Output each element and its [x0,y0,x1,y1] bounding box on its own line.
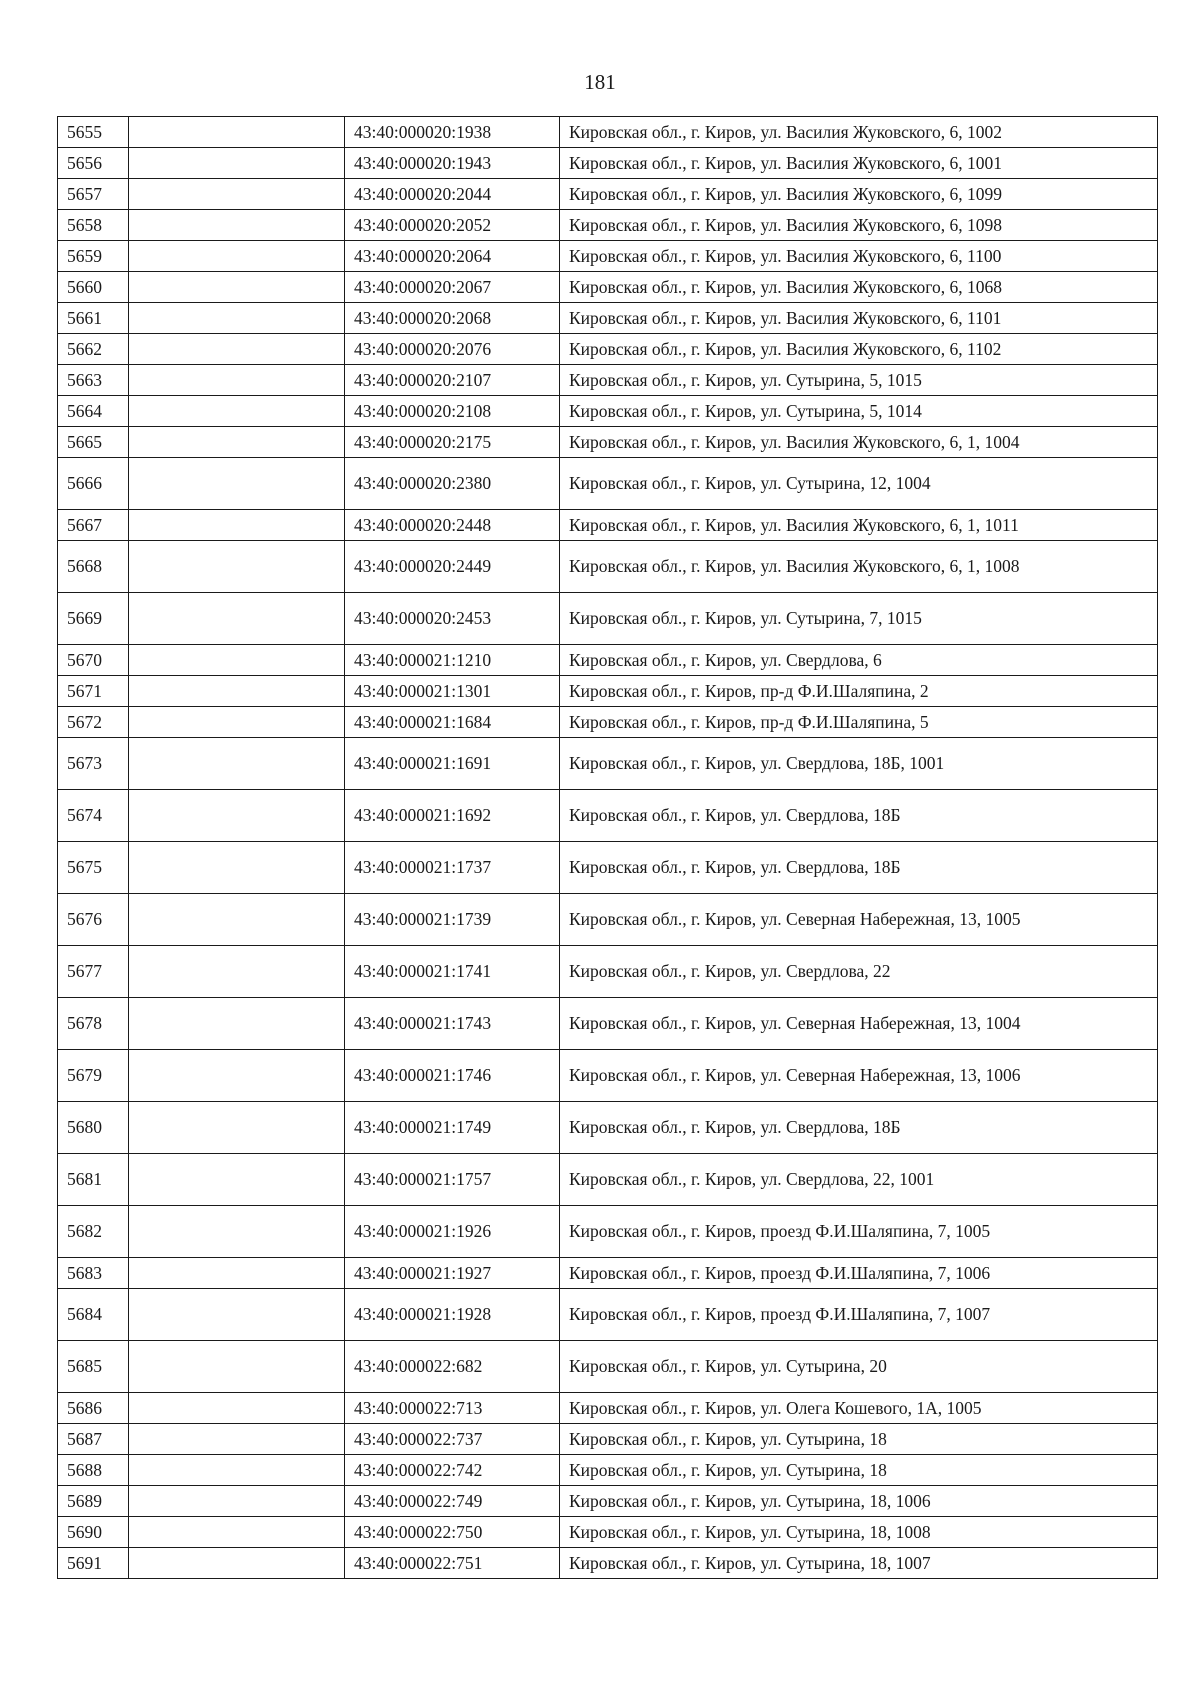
row-number-cell: 5690 [58,1517,129,1548]
row-number-cell: 5667 [58,510,129,541]
row-number-cell: 5683 [58,1258,129,1289]
table-row [58,946,1158,998]
row-name-cell [129,1517,345,1548]
row-number-cell: 5672 [58,707,129,738]
row-name-cell [129,1258,345,1289]
row-name-cell [129,1050,345,1102]
cadastral-number-cell: 43:40:000020:2052 [345,210,560,241]
cadastral-number-cell: 43:40:000021:1746 [345,1050,560,1102]
address-cell: Кировская обл., г. Киров, ул. Свердлова, 18Б [560,790,1158,842]
row-number-cell: 5684 [58,1289,129,1341]
row-name-cell [129,303,345,334]
address-cell: Кировская обл., г. Киров, ул. Свердлова, 18Б, 1001 [560,738,1158,790]
address-cell: Кировская обл., г. Киров, ул. Сутырина, 18, 1007 [560,1548,1158,1579]
table-row [58,676,1158,707]
row-number-cell: 5665 [58,427,129,458]
row-name-cell [129,1341,345,1393]
row-name-cell [129,894,345,946]
row-name-cell [129,148,345,179]
table-row [58,148,1158,179]
address-cell: Кировская обл., г. Киров, ул. Свердлова, 6 [560,645,1158,676]
row-name-cell [129,396,345,427]
row-number-cell: 5680 [58,1102,129,1154]
address-cell: Кировская обл., г. Киров, ул. Василия Жуковского, 6, 1099 [560,179,1158,210]
row-name-cell [129,842,345,894]
row-name-cell [129,458,345,510]
row-number-cell: 5685 [58,1341,129,1393]
address-cell: Кировская обл., г. Киров, ул. Сутырина, 18, 1008 [560,1517,1158,1548]
row-name-cell [129,334,345,365]
table-row [58,1393,1158,1424]
table-row [58,458,1158,510]
address-cell: Кировская обл., г. Киров, ул. Сутырина, 18 [560,1455,1158,1486]
address-cell: Кировская обл., г. Киров, ул. Северная Набережная, 13, 1005 [560,894,1158,946]
row-number-cell: 5662 [58,334,129,365]
cadastral-number-cell: 43:40:000020:2449 [345,541,560,593]
row-number-cell: 5686 [58,1393,129,1424]
row-number-cell: 5663 [58,365,129,396]
address-cell: Кировская обл., г. Киров, ул. Василия Жуковского, 6, 1002 [560,117,1158,148]
row-number-cell: 5674 [58,790,129,842]
row-name-cell [129,541,345,593]
row-name-cell [129,1424,345,1455]
cadastral-number-cell: 43:40:000021:1743 [345,998,560,1050]
table-row [58,1206,1158,1258]
cadastral-number-cell: 43:40:000022:750 [345,1517,560,1548]
row-number-cell: 5688 [58,1455,129,1486]
table-row [58,365,1158,396]
cadastral-number-cell: 43:40:000020:2175 [345,427,560,458]
address-cell: Кировская обл., г. Киров, ул. Василия Жуковского, 6, 1068 [560,272,1158,303]
cadastral-number-cell: 43:40:000021:1692 [345,790,560,842]
row-number-cell: 5689 [58,1486,129,1517]
table-row [58,1486,1158,1517]
table-row [58,210,1158,241]
row-name-cell [129,645,345,676]
table-row [58,842,1158,894]
row-number-cell: 5659 [58,241,129,272]
table-row [58,272,1158,303]
cadastral-number-cell: 43:40:000020:2108 [345,396,560,427]
table-row [58,179,1158,210]
cadastral-number-cell: 43:40:000020:2107 [345,365,560,396]
cadastral-number-cell: 43:40:000021:1737 [345,842,560,894]
row-name-cell [129,1206,345,1258]
row-name-cell [129,1154,345,1206]
row-number-cell: 5656 [58,148,129,179]
row-name-cell [129,241,345,272]
address-cell: Кировская обл., г. Киров, ул. Сутырина, 18, 1006 [560,1486,1158,1517]
cadastral-number-cell: 43:40:000021:1210 [345,645,560,676]
row-name-cell [129,427,345,458]
address-cell: Кировская обл., г. Киров, пр-д Ф.И.Шаляпина, 2 [560,676,1158,707]
cadastral-number-cell: 43:40:000021:1691 [345,738,560,790]
cadastral-number-cell: 43:40:000020:1938 [345,117,560,148]
table-row [58,1258,1158,1289]
address-cell: Кировская обл., г. Киров, ул. Олега Кошевого, 1А, 1005 [560,1393,1158,1424]
address-cell: Кировская обл., г. Киров, пр-д Ф.И.Шаляпина, 5 [560,707,1158,738]
table-row [58,738,1158,790]
table-row [58,1154,1158,1206]
table-row [58,707,1158,738]
row-number-cell: 5676 [58,894,129,946]
address-cell: Кировская обл., г. Киров, ул. Сутырина, 12, 1004 [560,458,1158,510]
cadastral-number-cell: 43:40:000020:1943 [345,148,560,179]
table-row [58,1050,1158,1102]
row-number-cell: 5673 [58,738,129,790]
table-row [58,241,1158,272]
cadastral-number-cell: 43:40:000020:2067 [345,272,560,303]
row-name-cell [129,210,345,241]
row-name-cell [129,998,345,1050]
cadastral-number-cell: 43:40:000021:1926 [345,1206,560,1258]
address-cell: Кировская обл., г. Киров, проезд Ф.И.Шаляпина, 7, 1006 [560,1258,1158,1289]
cadastral-number-cell: 43:40:000020:2044 [345,179,560,210]
row-name-cell [129,738,345,790]
cadastral-number-cell: 43:40:000022:749 [345,1486,560,1517]
address-cell: Кировская обл., г. Киров, ул. Свердлова, 18Б [560,1102,1158,1154]
row-number-cell: 5666 [58,458,129,510]
address-cell: Кировская обл., г. Киров, ул. Сутырина, 18 [560,1424,1158,1455]
table-row [58,790,1158,842]
row-number-cell: 5661 [58,303,129,334]
cadastral-number-cell: 43:40:000021:1928 [345,1289,560,1341]
table-row [58,396,1158,427]
table-row [58,894,1158,946]
table-row [58,427,1158,458]
cadastral-number-cell: 43:40:000022:751 [345,1548,560,1579]
table-row [58,334,1158,365]
row-name-cell [129,117,345,148]
address-cell: Кировская обл., г. Киров, ул. Сутырина, 7, 1015 [560,593,1158,645]
row-name-cell [129,946,345,998]
row-name-cell [129,790,345,842]
cadastral-number-cell: 43:40:000021:1684 [345,707,560,738]
row-number-cell: 5681 [58,1154,129,1206]
table-row [58,541,1158,593]
table-body [58,117,1158,1579]
row-name-cell [129,365,345,396]
row-number-cell: 5678 [58,998,129,1050]
row-number-cell: 5657 [58,179,129,210]
page-number: 181 [584,70,616,94]
address-cell: Кировская обл., г. Киров, ул. Василия Жуковского, 6, 1102 [560,334,1158,365]
address-cell: Кировская обл., г. Киров, проезд Ф.И.Шаляпина, 7, 1005 [560,1206,1158,1258]
row-number-cell: 5658 [58,210,129,241]
row-number-cell: 5669 [58,593,129,645]
address-cell: Кировская обл., г. Киров, ул. Сутырина, 20 [560,1341,1158,1393]
table-row [58,645,1158,676]
address-cell: Кировская обл., г. Киров, ул. Свердлова, 18Б [560,842,1158,894]
cadastral-number-cell: 43:40:000022:713 [345,1393,560,1424]
row-name-cell [129,1393,345,1424]
property-table [57,116,1158,1579]
cadastral-number-cell: 43:40:000021:1757 [345,1154,560,1206]
address-cell: Кировская обл., г. Киров, ул. Свердлова, 22 [560,946,1158,998]
row-name-cell [129,1455,345,1486]
cadastral-number-cell: 43:40:000021:1739 [345,894,560,946]
cadastral-number-cell: 43:40:000020:2068 [345,303,560,334]
cadastral-number-cell: 43:40:000020:2448 [345,510,560,541]
row-name-cell [129,1548,345,1579]
cadastral-number-cell: 43:40:000021:1749 [345,1102,560,1154]
table-row [58,1455,1158,1486]
cadastral-number-cell: 43:40:000020:2453 [345,593,560,645]
table-row [58,1424,1158,1455]
address-cell: Кировская обл., г. Киров, ул. Северная Набережная, 13, 1004 [560,998,1158,1050]
cadastral-number-cell: 43:40:000020:2064 [345,241,560,272]
address-cell: Кировская обл., г. Киров, ул. Василия Жуковского, 6, 1, 1008 [560,541,1158,593]
cadastral-number-cell: 43:40:000022:737 [345,1424,560,1455]
cadastral-number-cell: 43:40:000021:1301 [345,676,560,707]
table-row [58,1517,1158,1548]
row-name-cell [129,510,345,541]
address-cell: Кировская обл., г. Киров, ул. Василия Жуковского, 6, 1098 [560,210,1158,241]
address-cell: Кировская обл., г. Киров, ул. Северная Набережная, 13, 1006 [560,1050,1158,1102]
table-row [58,593,1158,645]
address-cell: Кировская обл., г. Киров, ул. Сутырина, 5, 1014 [560,396,1158,427]
row-number-cell: 5675 [58,842,129,894]
table-row [58,1341,1158,1393]
table-row [58,998,1158,1050]
row-name-cell [129,593,345,645]
address-cell: Кировская обл., г. Киров, ул. Василия Жуковского, 6, 1101 [560,303,1158,334]
address-cell: Кировская обл., г. Киров, ул. Василия Жуковского, 6, 1, 1011 [560,510,1158,541]
row-number-cell: 5670 [58,645,129,676]
row-number-cell: 5668 [58,541,129,593]
cadastral-number-cell: 43:40:000021:1741 [345,946,560,998]
row-name-cell [129,676,345,707]
address-cell: Кировская обл., г. Киров, ул. Василия Жуковского, 6, 1100 [560,241,1158,272]
row-name-cell [129,707,345,738]
row-name-cell [129,1289,345,1341]
address-cell: Кировская обл., г. Киров, ул. Василия Жуковского, 6, 1, 1004 [560,427,1158,458]
row-number-cell: 5664 [58,396,129,427]
table-row [58,303,1158,334]
address-cell: Кировская обл., г. Киров, ул. Сутырина, 5, 1015 [560,365,1158,396]
row-number-cell: 5660 [58,272,129,303]
row-number-cell: 5655 [58,117,129,148]
table-row [58,1102,1158,1154]
row-name-cell [129,1102,345,1154]
table-row [58,1548,1158,1579]
row-number-cell: 5679 [58,1050,129,1102]
cadastral-number-cell: 43:40:000022:682 [345,1341,560,1393]
row-number-cell: 5682 [58,1206,129,1258]
table-row [58,1289,1158,1341]
row-number-cell: 5687 [58,1424,129,1455]
address-cell: Кировская обл., г. Киров, проезд Ф.И.Шаляпина, 7, 1007 [560,1289,1158,1341]
table-row [58,510,1158,541]
row-name-cell [129,272,345,303]
row-name-cell [129,179,345,210]
row-name-cell [129,1486,345,1517]
row-number-cell: 5691 [58,1548,129,1579]
cadastral-number-cell: 43:40:000021:1927 [345,1258,560,1289]
address-cell: Кировская обл., г. Киров, ул. Свердлова, 22, 1001 [560,1154,1158,1206]
table-row [58,117,1158,148]
cadastral-number-cell: 43:40:000020:2380 [345,458,560,510]
cadastral-number-cell: 43:40:000022:742 [345,1455,560,1486]
row-number-cell: 5677 [58,946,129,998]
cadastral-number-cell: 43:40:000020:2076 [345,334,560,365]
address-cell: Кировская обл., г. Киров, ул. Василия Жуковского, 6, 1001 [560,148,1158,179]
row-number-cell: 5671 [58,676,129,707]
